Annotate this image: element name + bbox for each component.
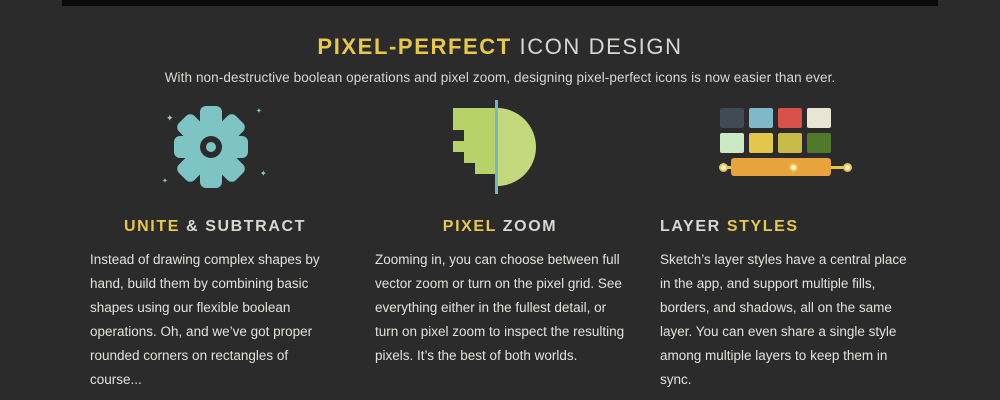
- gear-icon-svg: [160, 100, 270, 200]
- top-bar-right-gap: [938, 0, 1000, 6]
- color-swatch[interactable]: [720, 108, 744, 128]
- feature-title-unite: [90, 218, 340, 236]
- sparkle-icon: ✦: [162, 178, 168, 185]
- feature-art-layer-styles: [660, 100, 910, 200]
- feature-title-layer-styles: [660, 218, 910, 236]
- slider-handle-middle[interactable]: [789, 163, 798, 172]
- feature-art-unite: [90, 100, 340, 200]
- color-swatch[interactable]: [778, 133, 802, 153]
- sparkle-icon: ✦: [166, 113, 174, 123]
- feature-body-pixel-zoom: Zooming in, you can choose between full vector zoom or turn on the pixel grid. See everything either in the fullest detail, or turn on pixel zoom to inspect the resulting pixels. It’s the best of both worlds.: [375, 252, 625, 364]
- feature-column-unite-subtract: [90, 100, 340, 392]
- slider-handle-right[interactable]: [843, 163, 852, 172]
- slider-handle-left[interactable]: [719, 163, 728, 172]
- page-title: [0, 34, 1000, 60]
- color-swatch[interactable]: [749, 133, 773, 153]
- top-bar-left-gap: [0, 0, 62, 6]
- swatch-row-1: [720, 108, 831, 128]
- feature-column-layer-styles: [660, 100, 910, 392]
- feature-title-accent: STYLES: [726, 218, 799, 235]
- zoom-divider: [495, 100, 498, 194]
- feature-art-pixel-zoom: [375, 100, 625, 200]
- feature-title-accent: UNITE: [123, 218, 180, 235]
- page-subtitle: With non-destructive boolean operations and pixel zoom, designing pixel-perfect icons is now easier than ever.: [164, 70, 836, 85]
- feature-body-layer-styles: Sketch’s layer styles have a central place in the app, and support multiple fills, borders, and shadows, all on the same layer. You can even share a single style among multiple layers to keep them in sync.: [660, 252, 907, 388]
- page-title-accent: PIXEL-PERFECT: [317, 34, 512, 59]
- swatch-row-2: [720, 133, 831, 153]
- slider-fill: [731, 158, 831, 176]
- color-swatch[interactable]: [749, 108, 773, 128]
- feature-title-rest: & SUBTRACT: [179, 218, 307, 235]
- style-slider[interactable]: [715, 162, 855, 180]
- color-swatch[interactable]: [720, 133, 744, 153]
- sparkle-icon: ✦: [256, 108, 262, 115]
- sparkle-icon: ✦: [260, 169, 267, 178]
- feature-column-pixel-zoom: [375, 100, 625, 392]
- color-swatch[interactable]: [778, 108, 802, 128]
- color-swatch[interactable]: [807, 133, 831, 153]
- gear-icon: [160, 100, 270, 200]
- top-bar: [0, 0, 1000, 6]
- layer-styles-icon: [715, 100, 855, 200]
- header: [0, 34, 1000, 85]
- pixel-zoom-icon-svg: [445, 100, 555, 200]
- feature-body-unite: Instead of drawing complex shapes by hand, build them by combining basic shapes using our flexible boolean operations. Oh, and we’ve got proper rounded corners on rectangles of course...: [90, 252, 320, 388]
- pixel-zoom-icon: [445, 100, 555, 200]
- feature-columns: [0, 100, 1000, 392]
- color-swatch[interactable]: [807, 108, 831, 128]
- feature-title-first: LAYER: [660, 218, 727, 235]
- page-title-rest: ICON DESIGN: [511, 34, 683, 59]
- feature-title-pixel-zoom: [375, 218, 625, 236]
- feature-title-accent: PIXEL: [442, 218, 497, 235]
- feature-title-rest: ZOOM: [496, 218, 558, 235]
